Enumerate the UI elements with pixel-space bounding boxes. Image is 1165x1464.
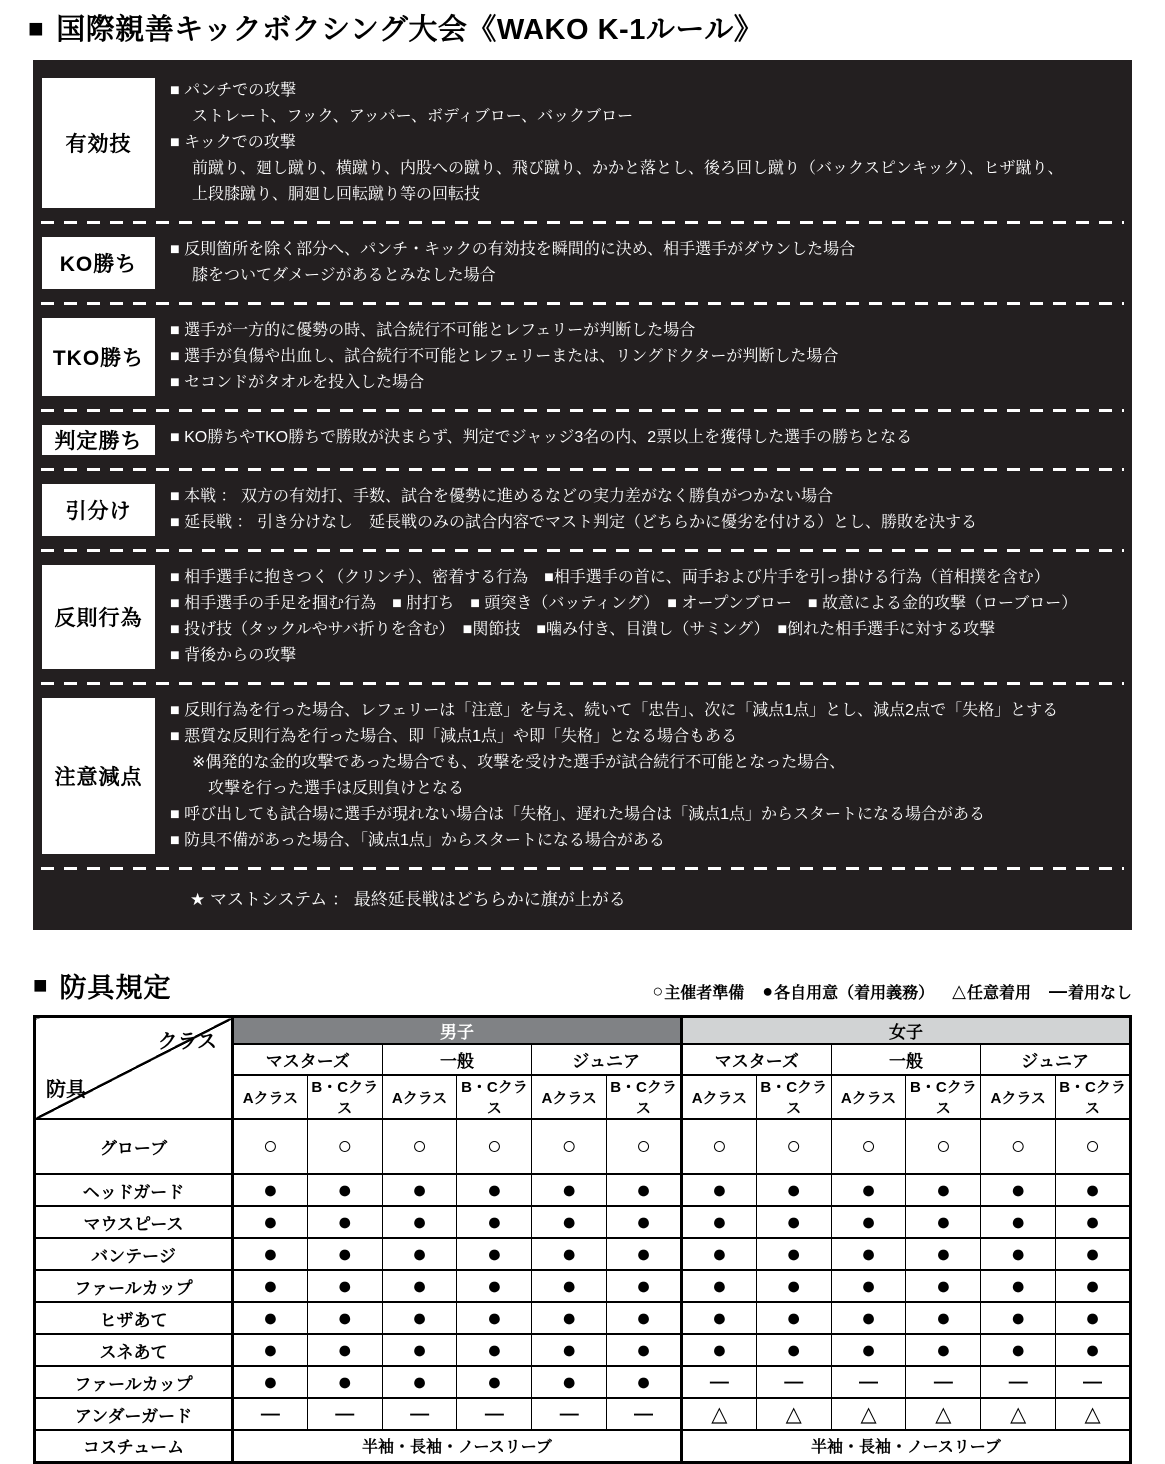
rule-section bbox=[33, 473, 1132, 547]
table-row bbox=[35, 1174, 1131, 1206]
gear-triangle-icon: △ bbox=[906, 1398, 981, 1430]
gear-row-label: グローブ bbox=[35, 1119, 233, 1174]
class-header: B・Cクラス bbox=[307, 1075, 382, 1119]
dashed-separator bbox=[41, 221, 1124, 224]
rule-line: ■ 反則行為を行った場合、レフェリーは「注意」を与え、続いて「忠告」、次に「減点1点」とし、減点2点で「失格」とする bbox=[170, 702, 1059, 719]
gear-dash-icon: — bbox=[906, 1366, 981, 1398]
gear-circle-filled-icon: ● bbox=[1056, 1270, 1131, 1302]
gear-circle-filled-icon: ● bbox=[382, 1174, 457, 1206]
rules-panel bbox=[33, 60, 1132, 930]
group-header: ジュニア bbox=[981, 1044, 1131, 1075]
rule-line: 前蹴り、廻し蹴り、横蹴り、内股への蹴り、飛び蹴り、かかと落とし、後ろ回し蹴り（バックスピンキック）、ヒザ蹴り、 bbox=[192, 160, 1064, 177]
class-header: B・Cクラス bbox=[1056, 1075, 1131, 1119]
table-row bbox=[35, 1270, 1131, 1302]
rule-line: ■ 相手選手に抱きつく（クリンチ）、密着する行為 ■相手選手の首に、両手および片手を引っ掛ける行為（首相撲を含む） bbox=[170, 569, 1050, 586]
gear-circle-filled-icon: ● bbox=[532, 1334, 607, 1366]
gear-section-header bbox=[33, 966, 1132, 1005]
rule-line: ストレート、フック、アッパー、ボディブロー、バックブロー bbox=[192, 108, 634, 125]
group-header: 一般 bbox=[382, 1044, 532, 1075]
gear-dash-icon: — bbox=[532, 1398, 607, 1430]
gear-triangle-icon: △ bbox=[681, 1398, 756, 1430]
rule-section-content bbox=[155, 565, 1077, 669]
gear-row-label: コスチューム bbox=[35, 1430, 233, 1462]
gear-circle-filled-icon: ● bbox=[457, 1334, 532, 1366]
gear-dash-icon: — bbox=[1056, 1366, 1131, 1398]
table-row bbox=[35, 1238, 1131, 1270]
class-header: B・Cクラス bbox=[607, 1075, 682, 1119]
gear-circle-filled-icon: ● bbox=[607, 1302, 682, 1334]
gear-title bbox=[33, 966, 172, 1005]
gear-circle-filled-icon: ● bbox=[1056, 1334, 1131, 1366]
gear-legend bbox=[652, 980, 1132, 1005]
gear-circle-open-icon: ○ bbox=[607, 1119, 682, 1174]
gear-circle-filled-icon: ● bbox=[457, 1238, 532, 1270]
group-header: 一般 bbox=[831, 1044, 981, 1075]
rule-line: ■ 悪質な反則行為を行った場合、即「減点1点」や即「失格」となる場合もある bbox=[170, 728, 738, 745]
gear-circle-filled-icon: ● bbox=[532, 1366, 607, 1398]
gear-row-label: ヒザあて bbox=[35, 1302, 233, 1334]
gear-circle-open-icon: ○ bbox=[681, 1119, 756, 1174]
gear-title-text: 防具規定 bbox=[59, 973, 172, 1003]
rule-line: ■ 選手が一方的に優勢の時、試合続行不可能とレフェリーが判断した場合 bbox=[170, 322, 696, 339]
gear-dash-icon: — bbox=[607, 1398, 682, 1430]
gear-dash-icon: — bbox=[681, 1366, 756, 1398]
gear-dash-icon: — bbox=[233, 1398, 308, 1430]
rule-section-content bbox=[155, 425, 912, 455]
gear-circle-filled-icon: ● bbox=[457, 1174, 532, 1206]
gear-circle-filled-icon: ● bbox=[607, 1366, 682, 1398]
gear-triangle-icon: △ bbox=[831, 1398, 906, 1430]
gear-circle-filled-icon: ● bbox=[681, 1206, 756, 1238]
legend-circle-open-icon: ○ bbox=[652, 981, 664, 1001]
gear-circle-filled-icon: ● bbox=[981, 1302, 1056, 1334]
gear-circle-filled-icon: ● bbox=[457, 1206, 532, 1238]
rule-line: ■ 投げ技（タックルやサバ折りを含む） ■関節技 ■噛み付き、目潰し（サミング） ■倒れた相手選手に対する攻撃 bbox=[170, 621, 996, 638]
gear-circle-filled-icon: ● bbox=[307, 1270, 382, 1302]
gear-circle-filled-icon: ● bbox=[681, 1238, 756, 1270]
gear-circle-filled-icon: ● bbox=[307, 1206, 382, 1238]
gear-circle-filled-icon: ● bbox=[457, 1302, 532, 1334]
legend-label: 主催者準備 bbox=[664, 985, 745, 1002]
gear-circle-filled-icon: ● bbox=[831, 1206, 906, 1238]
legend-dash-icon: — bbox=[1048, 981, 1067, 1001]
gear-circle-filled-icon: ● bbox=[307, 1174, 382, 1206]
gear-circle-filled-icon: ● bbox=[981, 1238, 1056, 1270]
rule-section bbox=[33, 307, 1132, 407]
class-header: B・Cクラス bbox=[906, 1075, 981, 1119]
gear-circle-filled-icon: ● bbox=[981, 1334, 1056, 1366]
gear-circle-filled-icon: ● bbox=[307, 1334, 382, 1366]
legend-triangle-icon: △ bbox=[952, 981, 966, 1001]
table-row bbox=[35, 1334, 1131, 1366]
rule-line: ■ KO勝ちやTKO勝ちで勝敗が決まらず、判定でジャッジ3名の内、2票以上を獲得した選手の勝ちとなる bbox=[170, 429, 913, 446]
dashed-separator bbox=[41, 682, 1124, 685]
gear-circle-filled-icon: ● bbox=[831, 1334, 906, 1366]
dashed-separator bbox=[41, 549, 1124, 552]
gear-circle-filled-icon: ● bbox=[906, 1174, 981, 1206]
gear-circle-filled-icon: ● bbox=[607, 1270, 682, 1302]
rule-section-label: 判定勝ち bbox=[42, 425, 155, 455]
gear-title-bullet-icon: ■ bbox=[33, 971, 49, 999]
gear-circle-filled-icon: ● bbox=[1056, 1206, 1131, 1238]
gear-circle-open-icon: ○ bbox=[233, 1119, 308, 1174]
costume-cell: 半袖・長袖・ノースリーブ bbox=[233, 1430, 682, 1462]
rule-line: ※偶発的な金的攻撃であった場合でも、攻撃を受けた選手が試合続行不可能となった場合、 bbox=[192, 754, 846, 771]
class-gear-corner-cell bbox=[35, 1017, 233, 1120]
rule-line: 膝をついてダメージがあるとみなした場合 bbox=[192, 267, 496, 284]
gear-circle-filled-icon: ● bbox=[1056, 1238, 1131, 1270]
dashed-separator bbox=[41, 468, 1124, 471]
gear-circle-filled-icon: ● bbox=[382, 1334, 457, 1366]
rule-line: ■ 延長戦 ： 引き分けなし 延長戦のみの試合内容でマスト判定（どちらかに優劣を付ける）とし、勝敗を決する bbox=[170, 514, 978, 531]
table-row bbox=[35, 1119, 1131, 1174]
gear-row-label: ヘッドガード bbox=[35, 1174, 233, 1206]
gear-circle-filled-icon: ● bbox=[233, 1206, 308, 1238]
gear-dash-icon: — bbox=[756, 1366, 831, 1398]
gear-row-label: スネあて bbox=[35, 1334, 233, 1366]
class-header: Aクラス bbox=[382, 1075, 457, 1119]
gear-circle-filled-icon: ● bbox=[233, 1270, 308, 1302]
gear-dash-icon: — bbox=[457, 1398, 532, 1430]
gear-dash-icon: — bbox=[307, 1398, 382, 1430]
gear-circle-filled-icon: ● bbox=[233, 1174, 308, 1206]
gear-circle-filled-icon: ● bbox=[906, 1238, 981, 1270]
table-row bbox=[35, 1398, 1131, 1430]
gear-circle-filled-icon: ● bbox=[233, 1334, 308, 1366]
rule-line: ■ セコンドがタオルを投入した場合 bbox=[170, 374, 425, 391]
gear-circle-open-icon: ○ bbox=[307, 1119, 382, 1174]
gear-circle-open-icon: ○ bbox=[756, 1119, 831, 1174]
gear-circle-filled-icon: ● bbox=[831, 1238, 906, 1270]
gear-row-label: アンダーガード bbox=[35, 1398, 233, 1430]
gear-triangle-icon: △ bbox=[1056, 1398, 1131, 1430]
gear-circle-open-icon: ○ bbox=[831, 1119, 906, 1174]
legend-label: 任意着用 bbox=[966, 985, 1031, 1002]
gear-circle-filled-icon: ● bbox=[756, 1174, 831, 1206]
gear-row-label: マウスピース bbox=[35, 1206, 233, 1238]
gear-circle-filled-icon: ● bbox=[831, 1270, 906, 1302]
gear-circle-open-icon: ○ bbox=[1056, 1119, 1131, 1174]
gear-row-label: ファールカップ bbox=[35, 1270, 233, 1302]
gear-circle-filled-icon: ● bbox=[607, 1238, 682, 1270]
group-header: マスターズ bbox=[233, 1044, 383, 1075]
gear-triangle-icon: △ bbox=[981, 1398, 1056, 1430]
gear-circle-open-icon: ○ bbox=[382, 1119, 457, 1174]
gear-circle-filled-icon: ● bbox=[906, 1270, 981, 1302]
rule-line: 攻撃を行った選手は反則負けとなる bbox=[208, 780, 465, 797]
rule-line: ■ 選手が負傷や出血し、試合続行不可能とレフェリーまたは、リングドクターが判断した場合 bbox=[170, 348, 839, 365]
gear-circle-filled-icon: ● bbox=[532, 1174, 607, 1206]
gear-triangle-icon: △ bbox=[756, 1398, 831, 1430]
gear-circle-filled-icon: ● bbox=[906, 1334, 981, 1366]
gear-table bbox=[33, 1015, 1132, 1464]
gear-circle-filled-icon: ● bbox=[382, 1270, 457, 1302]
gear-circle-filled-icon: ● bbox=[681, 1302, 756, 1334]
rule-section bbox=[33, 67, 1132, 219]
rule-section bbox=[33, 414, 1132, 466]
gear-circle-filled-icon: ● bbox=[382, 1206, 457, 1238]
page-title bbox=[0, 0, 1165, 60]
rule-section-content bbox=[155, 484, 977, 536]
gear-circle-filled-icon: ● bbox=[307, 1238, 382, 1270]
class-header: Aクラス bbox=[532, 1075, 607, 1119]
gear-circle-filled-icon: ● bbox=[457, 1270, 532, 1302]
rule-section-label: 反則行為 bbox=[42, 565, 155, 669]
dashed-separator bbox=[41, 302, 1124, 305]
rule-line: ■ 本戦 ： 双方の有効打、手数、試合を優勢に進めるなどの実力差がなく勝負がつかない場合 bbox=[170, 488, 834, 505]
gender-header-female: 女子 bbox=[681, 1017, 1130, 1045]
gender-header-male: 男子 bbox=[233, 1017, 682, 1045]
legend-label: 各自用意（着用義務） bbox=[774, 985, 935, 1002]
gear-circle-filled-icon: ● bbox=[906, 1302, 981, 1334]
rule-line: ■ パンチでの攻撃 bbox=[170, 82, 297, 99]
legend-circle-filled-icon: ● bbox=[762, 981, 774, 1001]
table-header-gender-row bbox=[35, 1017, 1131, 1045]
table-row bbox=[35, 1366, 1131, 1398]
gear-circle-filled-icon: ● bbox=[681, 1174, 756, 1206]
gear-circle-filled-icon: ● bbox=[831, 1302, 906, 1334]
group-header: ジュニア bbox=[532, 1044, 682, 1075]
gear-circle-open-icon: ○ bbox=[906, 1119, 981, 1174]
gear-circle-open-icon: ○ bbox=[981, 1119, 1056, 1174]
gear-dash-icon: — bbox=[382, 1398, 457, 1430]
rule-section bbox=[33, 226, 1132, 300]
group-header: マスターズ bbox=[681, 1044, 831, 1075]
gear-circle-filled-icon: ● bbox=[981, 1174, 1056, 1206]
rule-section bbox=[33, 554, 1132, 680]
class-header: Aクラス bbox=[681, 1075, 756, 1119]
legend-item bbox=[652, 980, 744, 1003]
gear-circle-filled-icon: ● bbox=[756, 1238, 831, 1270]
gear-circle-filled-icon: ● bbox=[756, 1206, 831, 1238]
rule-section-label: 引分け bbox=[42, 484, 155, 536]
gear-circle-filled-icon: ● bbox=[233, 1238, 308, 1270]
class-header: B・Cクラス bbox=[756, 1075, 831, 1119]
gear-circle-filled-icon: ● bbox=[382, 1366, 457, 1398]
gear-row-label: バンテージ bbox=[35, 1238, 233, 1270]
rule-line: ■ 反則箇所を除く部分へ、パンチ・キックの有効技を瞬間的に決め、相手選手がダウンした場合 bbox=[170, 241, 856, 258]
gear-circle-filled-icon: ● bbox=[981, 1270, 1056, 1302]
table-row bbox=[35, 1430, 1131, 1462]
gear-circle-filled-icon: ● bbox=[457, 1366, 532, 1398]
rule-section-content bbox=[155, 698, 1058, 854]
rule-line: ■ 呼び出しても試合場に選手が現れない場合は「失格」、遅れた場合は「減点1点」からスタートになる場合がある bbox=[170, 806, 986, 823]
gear-circle-filled-icon: ● bbox=[681, 1334, 756, 1366]
corner-label-gear: 防具 bbox=[46, 1079, 86, 1101]
costume-cell: 半袖・長袖・ノースリーブ bbox=[681, 1430, 1130, 1462]
rule-section-content bbox=[155, 237, 855, 289]
gear-circle-filled-icon: ● bbox=[756, 1270, 831, 1302]
dashed-separator bbox=[41, 867, 1124, 870]
class-header: B・Cクラス bbox=[457, 1075, 532, 1119]
class-header: Aクラス bbox=[233, 1075, 308, 1119]
gear-dash-icon: — bbox=[981, 1366, 1056, 1398]
rule-line: 上段膝蹴り、胴廻し回転蹴り等の回転技 bbox=[192, 186, 481, 203]
gear-circle-filled-icon: ● bbox=[382, 1238, 457, 1270]
class-header: Aクラス bbox=[981, 1075, 1056, 1119]
gear-circle-filled-icon: ● bbox=[756, 1302, 831, 1334]
gear-circle-open-icon: ○ bbox=[532, 1119, 607, 1174]
rule-line: ■ キックでの攻撃 bbox=[170, 134, 296, 151]
gear-circle-filled-icon: ● bbox=[307, 1366, 382, 1398]
gear-dash-icon: — bbox=[831, 1366, 906, 1398]
rule-section bbox=[33, 687, 1132, 865]
legend-label: 着用なし bbox=[1067, 985, 1132, 1002]
rule-line: ■ 背後からの攻撃 bbox=[170, 647, 297, 664]
rule-section-content bbox=[155, 78, 1064, 208]
gear-circle-filled-icon: ● bbox=[532, 1206, 607, 1238]
gear-circle-filled-icon: ● bbox=[532, 1270, 607, 1302]
gear-circle-filled-icon: ● bbox=[1056, 1302, 1131, 1334]
legend-item bbox=[1049, 980, 1132, 1003]
gear-circle-filled-icon: ● bbox=[532, 1238, 607, 1270]
rule-section-label: 有効技 bbox=[42, 78, 155, 208]
legend-item bbox=[762, 980, 934, 1003]
rule-section-label: 注意減点 bbox=[42, 698, 155, 854]
gear-circle-filled-icon: ● bbox=[681, 1270, 756, 1302]
rule-line: ■ 防具不備があった場合、「減点1点」からスタートになる場合がある bbox=[170, 832, 665, 849]
gear-circle-filled-icon: ● bbox=[382, 1302, 457, 1334]
gear-row-label: ファールカップ bbox=[35, 1366, 233, 1398]
rule-section-label: TKO勝ち bbox=[42, 318, 155, 396]
table-row bbox=[35, 1206, 1131, 1238]
rule-section-label: KO勝ち bbox=[42, 237, 155, 289]
title-bullet-icon: ■ bbox=[28, 12, 45, 43]
gear-circle-filled-icon: ● bbox=[233, 1302, 308, 1334]
gear-circle-filled-icon: ● bbox=[607, 1334, 682, 1366]
gear-circle-filled-icon: ● bbox=[607, 1206, 682, 1238]
gear-circle-filled-icon: ● bbox=[532, 1302, 607, 1334]
gear-circle-filled-icon: ● bbox=[1056, 1174, 1131, 1206]
gear-circle-filled-icon: ● bbox=[233, 1366, 308, 1398]
gear-circle-filled-icon: ● bbox=[831, 1174, 906, 1206]
gear-circle-filled-icon: ● bbox=[981, 1206, 1056, 1238]
corner-label-class: クラス bbox=[157, 1031, 217, 1053]
page-title-text: 国際親善キックボクシング大会《WAKO K-1ルール》 bbox=[56, 14, 764, 46]
gear-circle-filled-icon: ● bbox=[756, 1334, 831, 1366]
rule-section-content bbox=[155, 318, 838, 396]
legend-item bbox=[952, 980, 1031, 1003]
gear-circle-filled-icon: ● bbox=[607, 1174, 682, 1206]
must-system-note: ★ マストシステム ： 最終延長戦はどちらかに旗が上がる bbox=[190, 890, 626, 909]
table-row bbox=[35, 1302, 1131, 1334]
gear-circle-filled-icon: ● bbox=[307, 1302, 382, 1334]
class-header: Aクラス bbox=[831, 1075, 906, 1119]
gear-circle-filled-icon: ● bbox=[906, 1206, 981, 1238]
rule-line: ■ 相手選手の手足を掴む行為 ■ 肘打ち ■ 頭突き（バッティング） ■ オープンブロー ■ 故意による金的攻撃（ローブロー） bbox=[170, 595, 1078, 612]
gear-circle-open-icon: ○ bbox=[457, 1119, 532, 1174]
dashed-separator bbox=[41, 409, 1124, 412]
